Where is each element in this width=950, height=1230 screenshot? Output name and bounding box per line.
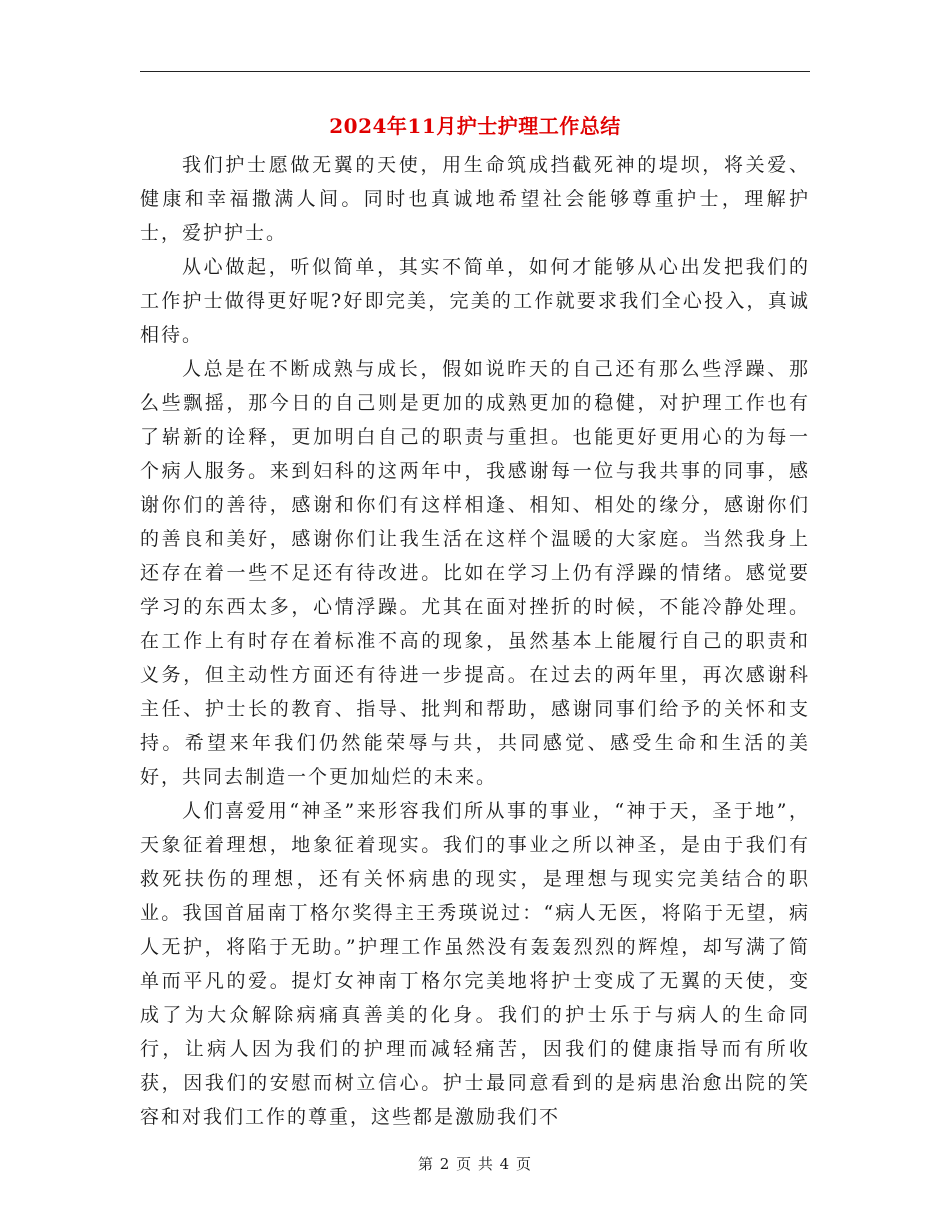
document-body xyxy=(140,148,810,1134)
page-number-footer: 第 2 页 共 4 页 xyxy=(418,1155,532,1173)
paragraph-3: 人总是在不断成熟与成长，假如说昨天的自己还有那么些浮躁、那么些飘摇，那今日的自己则是更加的成熟更加的稳健，对护理工作也有了崭新的诠释，更加明白自己的职责与重担。也能更好更用心的为每一个病人服务。来到妇科的这两年中，我感谢每一位与我共事的同事，感谢你们的善待，感谢和你们有这样相逢、相知、相处的缘分，感谢你们的善良和美好，感谢你们让我生活在这样个温暖的大家庭。当然我身上还存在着一些不足还有待改进。比如在学习上仍有浮躁的情绪。感觉要学习的东西太多，心情浮躁。尤其在面对挫折的时候，不能冷静处理。在工作上有时存在着标准不高的现象，虽然基本上能履行自己的职责和义务，但主动性方面还有待进一步提高。在过去的两年里，再次感谢科主任、护士长的教育、指导、批判和帮助，感谢同事们给予的关怀和支持。希望来年我们仍然能荣辱与共，共同感觉、感受生命和生活的美好，共同去制造一个更加灿烂的未来。 xyxy=(140,358,810,788)
header-rule xyxy=(140,71,810,72)
paragraph-4: 人们喜爱用“神圣”来形容我们所从事的事业，“神于天，圣于地”，天象征着理想，地象征着现实。我们的事业之所以神圣，是由于我们有救死扶伤的理想，还有关怀病患的现实，是理想与现实完美结合的职业。我国首届南丁格尔奖得主王秀瑛说过：“病人无医，将陷于无望，病人无护，将陷于无助。”护理工作虽然没有轰轰烈烈的辉煌，却写满了简单而平凡的爱。提灯女神南丁格尔完美地将护士变成了无翼的天使，变成了为大众解除病痛真善美的化身。我们的护士乐于与病人的生命同行，让病人因为我们的护理而减轻痛苦，因我们的健康指导而有所收获，因我们的安慰而树立信心。护士最同意看到的是病患治愈出院的笑容和对我们工作的尊重，这些都是激励我们不 xyxy=(140,800,810,1128)
document-title: 2024年11月护士护理工作总结 xyxy=(329,114,621,138)
paragraph-2: 从心做起，听似简单，其实不简单，如何才能够从心出发把我们的工作护士做得更好呢?好即完美，完美的工作就要求我们全心投入，真诚相待。 xyxy=(140,256,810,346)
paragraph-1: 我们护士愿做无翼的天使，用生命筑成挡截死神的堤坝，将关爱、健康和幸福撒满人间。同时也真诚地希望社会能够尊重护士，理解护士，爱护护士。 xyxy=(140,154,810,244)
